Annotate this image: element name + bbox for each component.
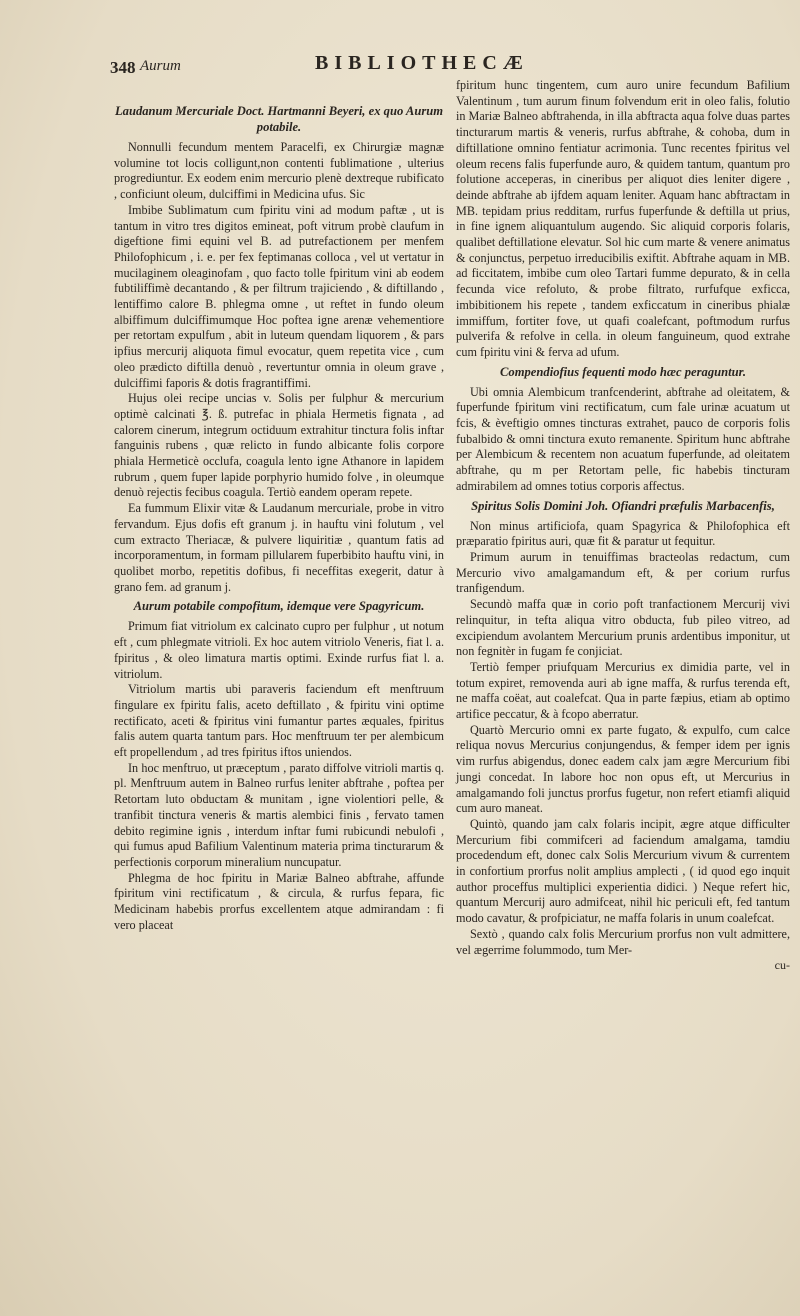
paragraph: Hujus olei recipe uncias v. Solis per fulphur & mercurium optimè calcinati ℥. ß. putrefac in phiala Hermetis fignata , ad calorem cinerum, integrum octiduum extrahitur tinctura folis inftar fanguinis rubens , quæ relicto in fundo albicante folis corpore phiala Hermeticè occlufa, coagula lento igne Athanore in lapidem rubrum , quem fuper lapide porphyrio humido folve , in oleumque denuò rejectis fecibus coagula. Tertiò eandem operam repete. — [114, 391, 444, 500]
paragraph: Tertiò femper priufquam Mercurius ex dimidia parte, vel in totum expiret, removenda auri ab igne maffa, & rurfus terenda eft, ne maffa coëat, aut coalefcat. Qua in parte fæpius, etiam ab optimo artifice peccatur, & à fcopo aberratur. — [456, 659, 790, 722]
paragraph: Primum aurum in tenuiffimas bracteolas redactum, cum Mercurio vivo amalgamandum eft, & per corium rurfus tranfigendum. — [456, 549, 790, 596]
paragraph: Ea fummum Elixir vitæ & Laudanum mercuriale, probe in vitro fervandum. Ejus dofis eft granum j. in hauftu vini folutum , vel cum extracto Theriacæ, & pulvere liquiritiæ , quantum fatis ad incorporamentum, in formam pillularem fuperbibito hauftu vini, in quolibet morbo, repetitis dofibus, fi neceffitas exegerit, datur à grano fem. ad granum j. — [114, 501, 444, 594]
right-column — [456, 78, 790, 974]
section-heading: Spiritus Solis Domini Joh. Ofiandri præfulis Marbacenfis, — [471, 498, 775, 513]
section-heading: Laudanum Mercuriale Doct. Hartmanni Beyeri, ex quo Aurum potabile. — [114, 104, 444, 134]
page-title: BIBLIOTHECÆ — [315, 52, 529, 74]
catchword: cu- — [774, 958, 790, 973]
paragraph: Quartò Mercurio omni ex parte fugato, & expulfo, cum calce reliqua novus Mercurius conjungendus, & femper idem per ignis vim rurfus abigendus, donec eadem calx jam ægre Mercurium fibi jungi concedat. In labore hoc non opus eft, ut Mercurius in amalgamando foli junctus prorfus fugetur, non refert etiamfi aliquid cum auro maneat. — [456, 722, 790, 816]
paragraph: Phlegma de hoc fpiritu in Mariæ Balneo abftrahe, affunde fpiritum vini rectificatum , & circula, & rurfus fepara, fic Medicinam habebis prorfus excellentem atque admirandam : fi vero placeat — [114, 870, 444, 932]
section-heading: Aurum potabile compofitum, idemque vere Spagyricum. — [133, 599, 425, 614]
paragraph: Primum fiat vitriolum ex calcinato cupro per fulphur , ut notum eft , cum phlegmate vitrioli. Ex hoc autem vitriolo Veneris, fiat l. a. fpiritus , & oleo limatura martis optimi. Exinde rurfus fiat l. a. vitriolum. — [114, 619, 444, 681]
paragraph: Imbibe Sublimatum cum fpiritu vini ad modum paftæ , ut is tantum in vitro tres digitos emineat, poft vitrum probè claufum in digeftione fimi equini vel B. ad putrefactionem per menfem Philofophicum , i. e. per fex feptimanas colloca , vel ut vertatur in mucilaginem oleaginofam , quo facto tolle fpiritum vini ab eodem fubtiliffimè decantando , & per filtrum trajiciendo , & diftillando , lentiffimo calore B. phlegma omne , ut reftet in fundo oleum albiffimum dulciffimumque Hoc poftea igne arenæ vehementiore per retortam expulfum , abit in luteum quendam liquorem , & pars ipfius mercurij aliquota fimul evocatur, quem repetita vice , cum oleo prædicto diftilla denuò , revertuntur omnia in oleum grave , dulciffimi faporis & dotis fragrantiffimi. — [114, 202, 444, 390]
section-heading: Compendiofius fequenti modo hæc peraguntur. — [500, 364, 746, 379]
paragraph: Ubi omnia Alembicum tranfcenderint, abftrahe ad oleitatem, & fuperfunde fpiritum vini rectificatum, cum fale urinæ acuatum ut fcis, & èveftigio omnes tincturas extrahet, pauco de corporis folis fubalbido & omni tinctura exuto remanente. Spiritum hunc abftrahe per Alembicum & recentem non acuatum fuperfunde, ad oleitatem abftrahe, qu m per Retortam pelle, fic habebis tincturam admirabilem ad omnes totius corporis affectus. — [456, 384, 790, 493]
paragraph: Nonnulli fecundum mentem Paracelfi, ex Chirurgiæ magnæ volumine tot locis colligunt,non contenti fublimatione , ulterius progrediuntur. Ex eodem enim mercurio plenè dextreque rubificato , conficiunt oleum, dulciffimi in Medicina ufus. Sic — [114, 140, 444, 202]
paragraph: Sextò , quando calx folis Mercurium prorfus non vult admittere, vel ægerrime folummodo, tum Mer- — [456, 926, 790, 957]
running-head: Aurum — [140, 58, 181, 74]
paragraph: In hoc menftruo, ut præceptum , parato diffolve vitrioli martis q. pl. Menftruum autem in Balneo rurfus leniter abftrahe , poftea per Retortam luto obductam & munitam , igne violentiori pelle, & tranfibit tinctura veneris & martis alembici finis , fervato tamen debito regimine ignis , interdum inftar fumi rubicundi nebulofi , qui fumus apud Bafilium Valentinum materia prima tincturarum & perfectionis corporum mineralium nuncupatur. — [114, 760, 444, 869]
page-number: 348 — [110, 58, 136, 77]
left-column — [114, 100, 444, 933]
paragraph: Secundò maffa quæ in corio poft tranfactionem Mercurij vivi relinquitur, in tefta aliqua vitro obducta, fub pileo vitreo, ad excipiendum avolantem Mercurium prunis ardentibus imponitur, ut non fegnitèr in fugam fe conjiciat. — [456, 597, 790, 659]
paragraph: Quintò, quando jam calx folaris incipit, ægre atque difficulter Mercurium fibi commifceri ad faciendum amalgama, tamdiu procedendum eft, donec calx Solis Mercurium vivum & currentem in confortium prorfus nolit amplius amplecti , ( id quod ego inquit author proceffus multiplici experientia didici. ) Neque refert hic, quantum Mercurij auro admifceat, nihil hic periculi eft, fed tantum modo cavatur, & profpiciatur, ne maffa folaris in unum coalefcat. — [456, 816, 790, 926]
paragraph: Non minus artificiofa, quam Spagyrica & Philofophica eft præparatio fpiritus auri, quæ fit & paratur ut fequitur. — [456, 518, 790, 549]
paragraph: fpiritum hunc tingentem, cum auro unire fecundum Bafilium Valentinum , tum aurum finum folvendum erit in oleo falis, folutio in Mariæ Balneo abftrahenda, in illa abftracta aqua folve duas partes tincturarum martis & veneris, rurfus abftrahe, & cohoba, dum in diftillatione omnino fentiatur acrimonia. Tunc recentes fpiritus vel oleum recens falis fuperfunde auro, & quidem tantum, quantum pro folutione acceperas, in cineribus per aliquot dies leniter digere , deinde abftrahe ab ijfdem aquam leniter. Aquam hanc abftractam in MB. tepidam prius redditam, rurfus fuperfunde & deftilla ut prius, in fine ignem aliquantulum augendo. Sic aliquid corporis folaris, qualibet deftillatione elevatur. Sol hic cum marte & venere animatus & conjunctus, perpetuo irreducibilis exiftit. Abftrahe aquam in MB. ad ficcitatem, imbibe cum oleo Tartari fumme depurato, & in cella fecunda vice refoluto, & probe filtrato, rurfufque exficca, imbibitionem his repete , tandem exficcatum in cineribus phialæ immiffum, fortiter fove, ut quafi coalefcant, poftmodum rurfus pulverifa & refolve in cella. in oleum fanguineum, quod extrahe cum fpiritu vini & ferva ad ufum. — [456, 78, 791, 359]
paragraph: Vitriolum martis ubi paraveris faciendum eft menftruum fingulare ex fpiritu falis, aceto deftillato , & fpiritu vini optime rectificato, aceti & fpiritus vini fumantur partes æquales, fpiritus falis autem quarta tantum pars. Hoc menftruum ter per alembicum eft propellendum , ad tres fpiritus iftos uniendos. — [114, 682, 444, 760]
